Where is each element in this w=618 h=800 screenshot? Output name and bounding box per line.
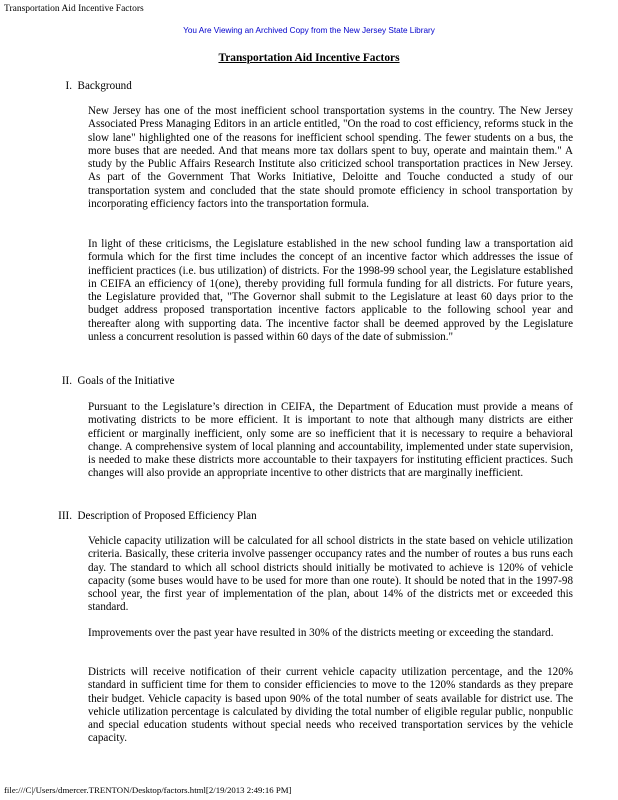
- section-heading-background: [62, 79, 132, 93]
- document-title: Transportation Aid Incentive Factors: [218, 52, 400, 64]
- section-heading-plan: [58, 509, 257, 523]
- paragraph: In light of these criticisms, the Legislature established in the new school funding law a transportation aid formula which for the first time includes the concept of an incentive factor which addresses the issue of inefficient practices (i.e. bus utilization) of districts. For the 1998-99 school year, the Legislature established in CEIFA an efficiency of 1(one), thereby providing full formula funding for all districts. For future years, the Legislature provided that, "The Governor shall submit to the Legislature at least 60 days prior to the budget address proposed transportation incentive factors applicable to the following school year and thereafter along with supporting data. The incentive factor shall be deemed approved by the Legislature unless a concurrent resolution is passed within 60 days of the date of submission.": [88, 238, 573, 344]
- section-heading-goals: [62, 374, 175, 388]
- paragraph: Improvements over the past year have resulted in 30% of the districts meeting or exceeding the standard.: [88, 627, 554, 639]
- page-header-title: Transportation Aid Incentive Factors: [4, 4, 144, 14]
- footer-file-path: file:///C|/Users/dmercer.TRENTON/Desktop/factors.html[2/19/2013 2:49:16 PM]: [4, 785, 292, 795]
- paragraph: Vehicle capacity utilization will be calculated for all school districts in the state based on vehicle utilization criteria. Basically, these criteria involve passenger occupancy rates and the number of routes a bus runs each day. The standard to which all school districts should initially be motivated to achieve is 120% of vehicle capacity (some buses would have to be used for more than one route). It should be noted that in the 1997-98 school year, the first year of implementation of the plan, about 14% of the districts met or exceeded this standard.: [88, 535, 573, 614]
- paragraph: New Jersey has one of the most inefficient school transportation systems in the country. The New Jersey Associated Press Managing Editors in an article entitled, "On the road to cost efficiency, reforms stuck in the slow lane" highlighted one of the reasons for inefficient school spending. The fewer students on a bus, the more buses that are needed. And that means more tax dollars spent to buy, operate and maintain them." A study by the Public Affairs Research Institute also criticized school transportation practices in New Jersey. As part of the Government That Works Initiative, Deloitte and Touche conducted a study of our transportation system and concluded that the state should promote efficiency in school transportation by incorporating efficiency factors into the transportation formula.: [88, 105, 573, 211]
- section-number: II.: [61, 375, 72, 387]
- paragraph: Districts will receive notification of their current vehicle capacity utilization percentage, and the 120% standard in sufficient time for them to consider efficiencies to move to the 120% standards as they prepare their budget. Vehicle capacity is based upon 90% of the total number of seats available for district use. The vehicle utilization percentage is calculated by dividing the total number of eligible regular public, nonpublic and special education students without special needs who received transportation services by the vehicle capacity.: [88, 666, 573, 745]
- section-title: Description of Proposed Efficiency Plan: [77, 510, 257, 522]
- section-title: Goals of the Initiative: [77, 375, 175, 387]
- archive-notice: You Are Viewing an Archived Copy from the New Jersey State Library: [183, 26, 435, 35]
- section-number: I.: [65, 80, 72, 92]
- section-title: Background: [77, 80, 132, 92]
- paragraph: Pursuant to the Legislature’s direction in CEIFA, the Department of Education must provide a means of motivating districts to be more efficient. It is important to note that although many districts are either efficient or marginally inefficient, only some are so inefficient that it is necessary to require a behavioral change. A comprehensive system of local planning and accountability, implemented under state supervision, is needed to make these districts more accountable to their taxpayers for instituting efficient practices. Such changes will also provide an appropriate incentive to other districts that are marginally inefficient.: [88, 401, 573, 480]
- section-number: III.: [58, 510, 72, 522]
